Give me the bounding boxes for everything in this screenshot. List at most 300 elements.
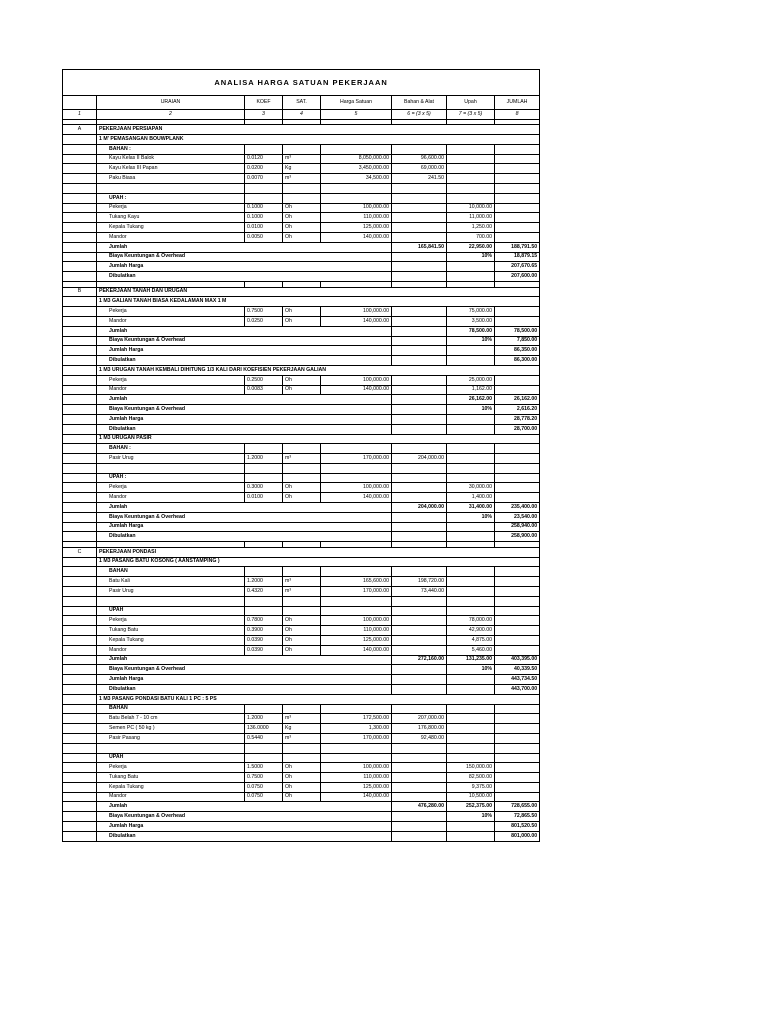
line-unit: m³: [283, 714, 321, 724]
summary-row: [63, 665, 540, 675]
line-koef: 1.2000: [245, 577, 283, 587]
line-material-cost: [392, 645, 447, 655]
summary-labor: 22,950.00: [447, 242, 495, 252]
line-unit: m³: [283, 733, 321, 743]
line-labor-cost: 9,375.00: [447, 782, 495, 792]
table-row: [63, 174, 540, 184]
empty-cell: [283, 184, 321, 194]
summary-total: 72,865.50: [495, 812, 540, 822]
empty-cell: [447, 184, 495, 194]
empty-cell: [63, 233, 97, 243]
line-labor-cost: 1,162.00: [447, 385, 495, 395]
line-unit-price: 110,000.00: [321, 773, 392, 783]
line-labor-cost: 30,000.00: [447, 483, 495, 493]
line-description: Mandor: [97, 233, 245, 243]
summary-labor: [447, 272, 495, 282]
empty-cell: [63, 773, 97, 783]
summary-labor: [447, 346, 495, 356]
empty-cell: [321, 473, 392, 483]
line-labor-cost: [447, 724, 495, 734]
line-unit: Oh: [283, 616, 321, 626]
subheading-row: [63, 567, 540, 577]
empty-cell: [63, 822, 97, 832]
summary-total: 28,778.20: [495, 414, 540, 424]
summary-labor: [447, 831, 495, 841]
empty-cell: [63, 356, 97, 366]
summary-material: 165,841.50: [392, 242, 447, 252]
empty-cell: [245, 606, 283, 616]
empty-cell: [63, 665, 97, 675]
summary-row: [63, 272, 540, 282]
line-koef: 0.0070: [245, 174, 283, 184]
line-description: Mandor: [97, 385, 245, 395]
summary-label: Biaya Keuntungan & Overhead: [97, 405, 392, 415]
empty-cell: [63, 454, 97, 464]
summary-row: [63, 812, 540, 822]
empty-cell: [447, 743, 495, 753]
line-description: Mandor: [97, 645, 245, 655]
line-labor-cost: [447, 454, 495, 464]
summary-material: 204,000.00: [392, 503, 447, 513]
empty-cell: [63, 213, 97, 223]
line-unit: Oh: [283, 773, 321, 783]
line-material-cost: [392, 626, 447, 636]
line-total: [495, 635, 540, 645]
empty-cell: [245, 753, 283, 763]
line-total: [495, 213, 540, 223]
empty-cell: [97, 596, 245, 606]
section-title: PEKERJAAN TANAH DAN URUGAN: [97, 287, 540, 297]
empty-cell: [63, 704, 97, 714]
price-analysis-table: [62, 69, 540, 842]
table-row: [63, 316, 540, 326]
line-unit: Oh: [283, 375, 321, 385]
subheading-row: [63, 704, 540, 714]
column-number-5: 5: [321, 110, 392, 120]
empty-cell: [97, 463, 245, 473]
line-koef: 1.2000: [245, 454, 283, 464]
column-number-3: 3: [245, 110, 283, 120]
line-koef: 0.4320: [245, 586, 283, 596]
line-description: Mandor: [97, 792, 245, 802]
empty-cell: [392, 463, 447, 473]
empty-cell: [245, 567, 283, 577]
line-koef: 0.5440: [245, 733, 283, 743]
line-unit-price: 170,000.00: [321, 733, 392, 743]
line-unit-price: 100,000.00: [321, 483, 392, 493]
summary-labor: 252,375.00: [447, 802, 495, 812]
line-total: [495, 586, 540, 596]
empty-cell: [495, 596, 540, 606]
line-koef: 0.7500: [245, 307, 283, 317]
empty-cell: [63, 444, 97, 454]
summary-material: [392, 272, 447, 282]
table-row: [63, 213, 540, 223]
empty-cell: [245, 596, 283, 606]
summary-labor: 26,162.00: [447, 395, 495, 405]
summary-total: 28,700.00: [495, 424, 540, 434]
line-unit: m³: [283, 154, 321, 164]
summary-material: [392, 675, 447, 685]
item-row: [63, 434, 540, 444]
line-total: [495, 307, 540, 317]
empty-cell: [63, 184, 97, 194]
line-labor-cost: 10,500.00: [447, 792, 495, 802]
column-header-bahan-alat: Bahan & Alat: [392, 96, 447, 110]
table-row: [63, 203, 540, 213]
table-row: [63, 385, 540, 395]
line-unit: Oh: [283, 223, 321, 233]
line-material-cost: 176,800.00: [392, 724, 447, 734]
line-unit: Oh: [283, 316, 321, 326]
line-material-cost: [392, 233, 447, 243]
line-description: Kepala Tukang: [97, 782, 245, 792]
line-unit: m³: [283, 454, 321, 464]
summary-label: Jumlah Harga: [97, 522, 392, 532]
empty-cell: [63, 193, 97, 203]
item-title: 1 M3 URUGAN TANAH KEMBALI DIHITUNG 1/3 KALI DARI KOEFISIEN PEKERJAAN GALIAN: [97, 365, 540, 375]
summary-material: 272,160.00: [392, 655, 447, 665]
line-description: Pekerja: [97, 763, 245, 773]
subheading-label: UPAH :: [97, 193, 245, 203]
empty-cell: [321, 444, 392, 454]
summary-label: Jumlah Harga: [97, 346, 392, 356]
line-labor-cost: 4,875.00: [447, 635, 495, 645]
summary-label: Jumlah: [97, 802, 392, 812]
summary-material: [392, 356, 447, 366]
subheading-label: BAHAN: [97, 567, 245, 577]
line-koef: 0.0750: [245, 792, 283, 802]
line-unit: Oh: [283, 203, 321, 213]
blank-row: [63, 596, 540, 606]
summary-row: [63, 831, 540, 841]
summary-total: 443,700.00: [495, 684, 540, 694]
empty-cell: [63, 307, 97, 317]
line-koef: 1.5000: [245, 763, 283, 773]
empty-cell: [63, 577, 97, 587]
empty-cell: [63, 395, 97, 405]
summary-total: 801,520.50: [495, 822, 540, 832]
empty-cell: [63, 405, 97, 415]
empty-cell: [447, 567, 495, 577]
empty-cell: [63, 567, 97, 577]
empty-cell: [63, 557, 97, 567]
empty-cell: [63, 675, 97, 685]
empty-cell: [283, 743, 321, 753]
empty-cell: [63, 724, 97, 734]
empty-cell: [245, 184, 283, 194]
subheading-label: UPAH: [97, 753, 245, 763]
summary-labor: 10%: [447, 252, 495, 262]
line-material-cost: 207,000.00: [392, 714, 447, 724]
item-row: [63, 135, 540, 145]
empty-cell: [63, 336, 97, 346]
line-description: Kayu Kelas II Balok: [97, 154, 245, 164]
summary-material: [392, 405, 447, 415]
line-total: [495, 385, 540, 395]
blank-row: [63, 463, 540, 473]
empty-cell: [63, 473, 97, 483]
summary-row: [63, 326, 540, 336]
line-unit: Oh: [283, 213, 321, 223]
empty-cell: [63, 346, 97, 356]
subheading-row: [63, 144, 540, 154]
blank-row: [63, 743, 540, 753]
empty-cell: [392, 704, 447, 714]
summary-material: 476,280.00: [392, 802, 447, 812]
summary-label: Dibulatkan: [97, 272, 392, 282]
line-total: [495, 714, 540, 724]
summary-row: [63, 336, 540, 346]
summary-labor: [447, 356, 495, 366]
column-header-harga-satuan: Harga Satuan: [321, 96, 392, 110]
line-description: Pasir Pasang: [97, 733, 245, 743]
summary-labor: [447, 684, 495, 694]
item-title: 1 M' PEMASANGAN BOUWPLANK: [97, 135, 540, 145]
empty-cell: [63, 743, 97, 753]
line-unit-price: 8,050,000.00: [321, 154, 392, 164]
summary-label: Dibulatkan: [97, 356, 392, 366]
empty-cell: [63, 242, 97, 252]
empty-cell: [447, 193, 495, 203]
summary-total: 40,339.50: [495, 665, 540, 675]
summary-label: Biaya Keuntungan & Overhead: [97, 812, 392, 822]
empty-cell: [63, 174, 97, 184]
line-total: [495, 493, 540, 503]
empty-cell: [63, 365, 97, 375]
table-row: [63, 616, 540, 626]
summary-material: [392, 395, 447, 405]
line-labor-cost: [447, 577, 495, 587]
section-row: [63, 547, 540, 557]
column-number-6: 6 = (3 x 5): [392, 110, 447, 120]
line-material-cost: [392, 782, 447, 792]
empty-cell: [321, 463, 392, 473]
empty-cell: [495, 753, 540, 763]
column-number-2: 2: [97, 110, 245, 120]
summary-row: [63, 424, 540, 434]
empty-cell: [63, 503, 97, 513]
table-row: [63, 626, 540, 636]
summary-label: Jumlah: [97, 242, 392, 252]
empty-cell: [63, 792, 97, 802]
summary-row: [63, 503, 540, 513]
page-title: ANALISA HARGA SATUAN PEKERJAAN: [63, 70, 540, 96]
line-koef: 0.7800: [245, 616, 283, 626]
empty-cell: [63, 203, 97, 213]
line-koef: 0.0100: [245, 223, 283, 233]
subheading-label: UPAH: [97, 606, 245, 616]
column-header-uraian: URAIAN: [97, 96, 245, 110]
subheading-row: [63, 473, 540, 483]
line-total: [495, 577, 540, 587]
line-labor-cost: [447, 174, 495, 184]
line-unit: Oh: [283, 763, 321, 773]
empty-cell: [63, 316, 97, 326]
table-row: [63, 724, 540, 734]
line-total: [495, 164, 540, 174]
empty-cell: [245, 743, 283, 753]
empty-cell: [245, 193, 283, 203]
summary-label: Biaya Keuntungan & Overhead: [97, 336, 392, 346]
line-material-cost: 198,720.00: [392, 577, 447, 587]
line-unit-price: 125,000.00: [321, 782, 392, 792]
summary-material: [392, 346, 447, 356]
empty-cell: [495, 144, 540, 154]
line-material-cost: [392, 792, 447, 802]
line-total: [495, 316, 540, 326]
line-unit: Oh: [283, 493, 321, 503]
line-unit-price: 140,000.00: [321, 645, 392, 655]
empty-cell: [63, 252, 97, 262]
summary-total: 728,655.00: [495, 802, 540, 812]
summary-material: [392, 336, 447, 346]
line-description: Mandor: [97, 493, 245, 503]
summary-label: Biaya Keuntungan & Overhead: [97, 252, 392, 262]
summary-total: 23,540.00: [495, 512, 540, 522]
empty-cell: [283, 444, 321, 454]
empty-cell: [495, 444, 540, 454]
empty-cell: [63, 733, 97, 743]
empty-cell: [392, 184, 447, 194]
table-row: [63, 645, 540, 655]
summary-row: [63, 532, 540, 542]
summary-labor: 10%: [447, 405, 495, 415]
summary-label: Dibulatkan: [97, 532, 392, 542]
table-row: [63, 782, 540, 792]
empty-cell: [392, 753, 447, 763]
line-unit: Kg: [283, 164, 321, 174]
table-row: [63, 307, 540, 317]
item-title: 1 M3 URUGAN PASIR: [97, 434, 540, 444]
line-koef: 0.0083: [245, 385, 283, 395]
empty-cell: [63, 135, 97, 145]
empty-cell: [321, 596, 392, 606]
line-labor-cost: 11,000.00: [447, 213, 495, 223]
table-row: [63, 223, 540, 233]
empty-cell: [447, 606, 495, 616]
empty-cell: [392, 567, 447, 577]
subheading-row: [63, 606, 540, 616]
line-description: Tukang Batu: [97, 773, 245, 783]
empty-cell: [392, 473, 447, 483]
section-number: A: [63, 125, 97, 135]
line-unit: Oh: [283, 782, 321, 792]
line-labor-cost: 5,460.00: [447, 645, 495, 655]
section-number: B: [63, 287, 97, 297]
summary-row: [63, 356, 540, 366]
empty-cell: [63, 831, 97, 841]
empty-cell: [283, 144, 321, 154]
line-description: Semen PC ( 50 kg ): [97, 724, 245, 734]
line-labor-cost: 1,400.00: [447, 493, 495, 503]
empty-cell: [447, 704, 495, 714]
line-unit: Oh: [283, 635, 321, 645]
column-number-4: 4: [283, 110, 321, 120]
summary-labor: [447, 262, 495, 272]
empty-cell: [447, 144, 495, 154]
line-unit: Oh: [283, 626, 321, 636]
line-unit-price: 3,450,000.00: [321, 164, 392, 174]
empty-cell: [63, 326, 97, 336]
line-description: Pekerja: [97, 307, 245, 317]
line-material-cost: [392, 763, 447, 773]
blank-row: [63, 184, 540, 194]
line-total: [495, 792, 540, 802]
line-total: [495, 203, 540, 213]
summary-total: 26,162.00: [495, 395, 540, 405]
summary-labor: 10%: [447, 336, 495, 346]
line-unit-price: 110,000.00: [321, 213, 392, 223]
table-row: [63, 233, 540, 243]
summary-row: [63, 655, 540, 665]
line-total: [495, 375, 540, 385]
column-header-upah: Upah: [447, 96, 495, 110]
empty-cell: [63, 812, 97, 822]
line-total: [495, 154, 540, 164]
summary-label: Jumlah Harga: [97, 675, 392, 685]
empty-cell: [63, 414, 97, 424]
empty-cell: [321, 743, 392, 753]
line-unit: m³: [283, 586, 321, 596]
empty-cell: [97, 743, 245, 753]
summary-label: Dibulatkan: [97, 424, 392, 434]
line-unit-price: 170,000.00: [321, 454, 392, 464]
line-unit: Oh: [283, 483, 321, 493]
line-unit-price: 1,300.00: [321, 724, 392, 734]
line-total: [495, 483, 540, 493]
summary-label: Jumlah: [97, 503, 392, 513]
line-material-cost: [392, 316, 447, 326]
empty-cell: [321, 606, 392, 616]
section-row: [63, 287, 540, 297]
line-labor-cost: 78,000.00: [447, 616, 495, 626]
empty-cell: [63, 512, 97, 522]
empty-cell: [283, 193, 321, 203]
summary-label: Jumlah Harga: [97, 822, 392, 832]
summary-labor: [447, 522, 495, 532]
empty-cell: [283, 704, 321, 714]
table-row: [63, 586, 540, 596]
line-unit: Kg: [283, 724, 321, 734]
line-material-cost: 204,000.00: [392, 454, 447, 464]
summary-row: [63, 522, 540, 532]
line-koef: 136.0000: [245, 724, 283, 734]
empty-cell: [63, 626, 97, 636]
line-labor-cost: 1,250.00: [447, 223, 495, 233]
summary-total: 207,670.65: [495, 262, 540, 272]
line-unit: Oh: [283, 792, 321, 802]
line-labor-cost: [447, 586, 495, 596]
empty-cell: [63, 522, 97, 532]
summary-material: [392, 424, 447, 434]
summary-labor: 10%: [447, 665, 495, 675]
line-total: [495, 626, 540, 636]
item-title: 1 M3 PASANG PONDASI BATU KALI 1 PC : 5 PS: [97, 694, 540, 704]
empty-cell: [495, 743, 540, 753]
summary-row: [63, 242, 540, 252]
subheading-label: BAHAN: [97, 704, 245, 714]
line-unit-price: 100,000.00: [321, 307, 392, 317]
line-material-cost: [392, 213, 447, 223]
line-unit-price: 100,000.00: [321, 375, 392, 385]
line-koef: 0.0750: [245, 782, 283, 792]
summary-labor: 131,235.00: [447, 655, 495, 665]
summary-row: [63, 414, 540, 424]
summary-label: Dibulatkan: [97, 831, 392, 841]
summary-row: [63, 405, 540, 415]
summary-label: Dibulatkan: [97, 684, 392, 694]
